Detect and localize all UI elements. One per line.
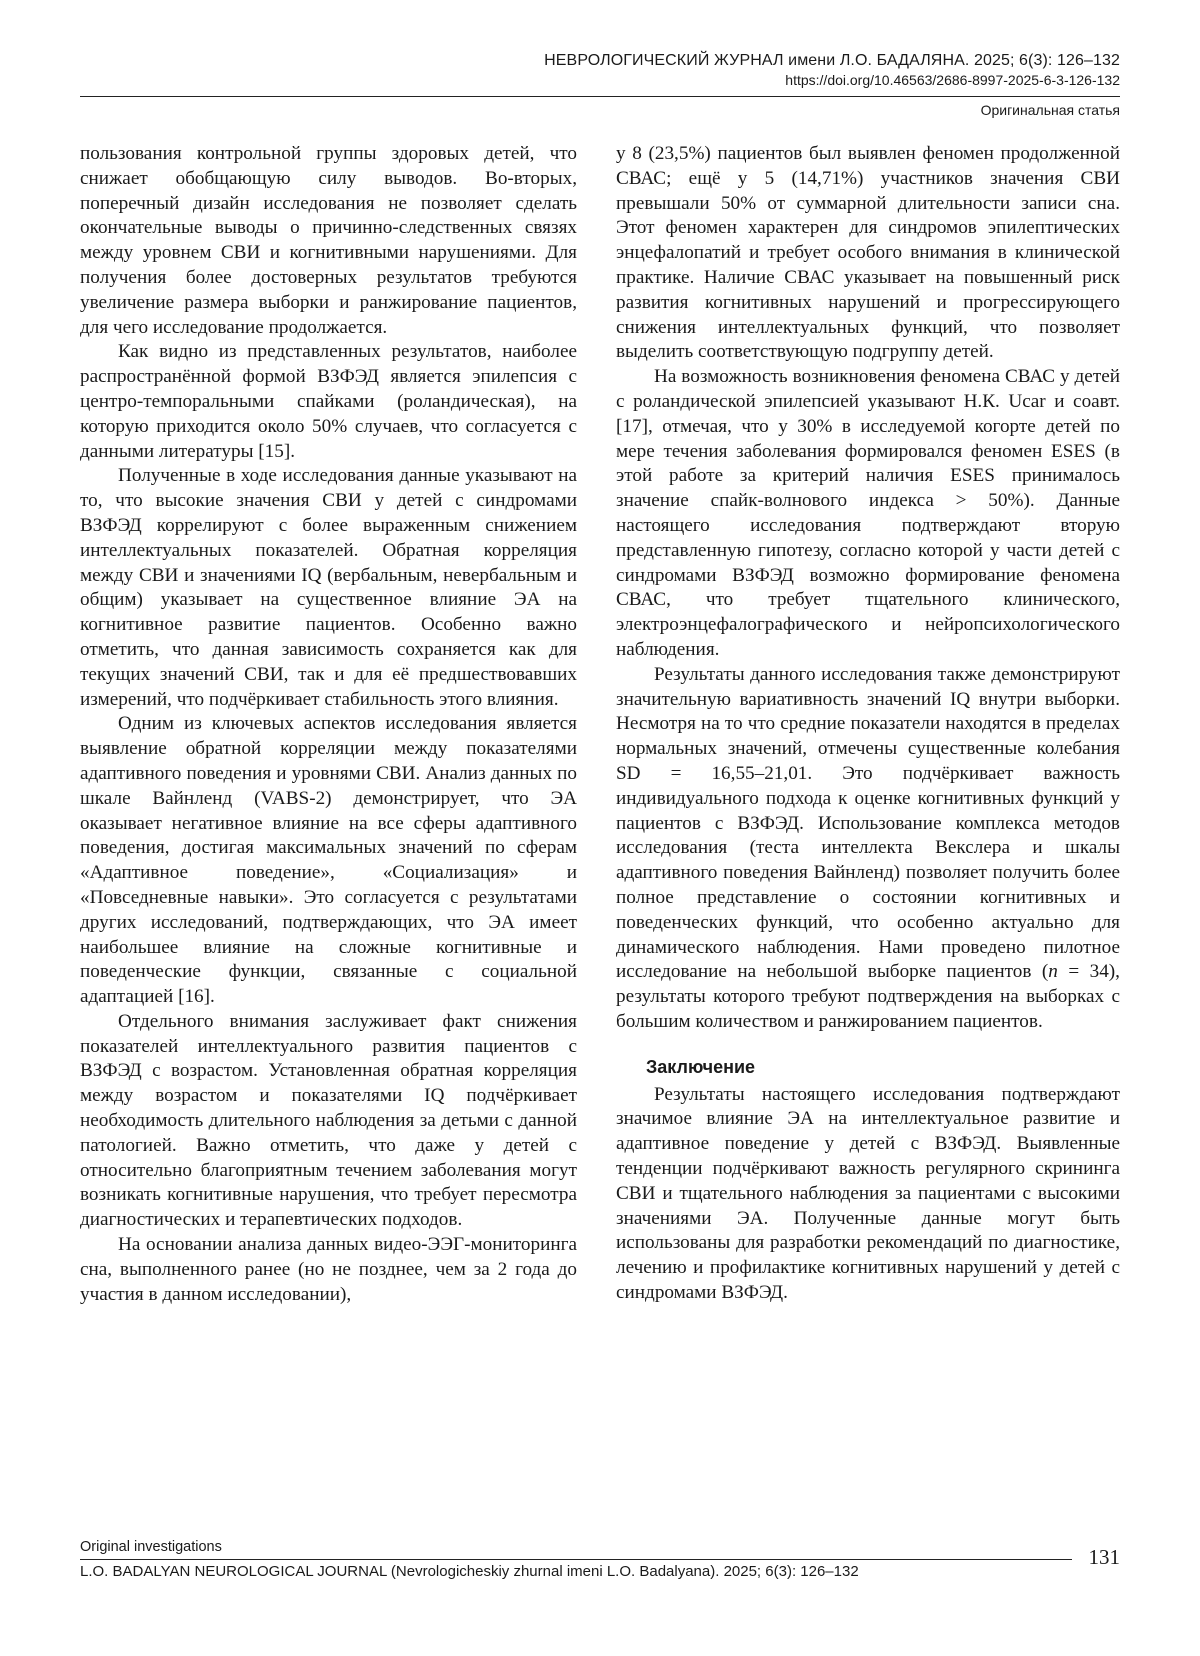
running-header (80, 50, 1120, 90)
paragraph: пользования контрольной группы здоровых детей, что снижает обобщающую силу выводов. Во-вторых, поперечный дизайн исследования не позволяет сделать окончательные выводы о причинно-следственных связях между уровнем СВИ и когнитивными нарушениями. Для получения более достоверных результатов требуются увеличение размера выборки и ранжирование пациентов, для чего исследование продолжается. (80, 143, 577, 338)
paragraph-text: Результаты данного исследования также демонстрируют значительную вариативность значений IQ внутри выборки. Несмотря на то что средние показатели находятся в пределах нормальных значений, отмечены существенные колебания SD = 16,55–21,01. Это подчёркивает важность индивидуального подхода к оценке когнитивных функций у пациентов с ВЗФЭД. Использование комплекса методов исследования (теста интеллекта Векслера и шкалы адаптивного поведения Вайнленд) позволяет получить более полное представление о состоянии когнитивных и поведенческих функций, что особенно актуально для динамического наблюдения. Нами проведено пилотное исследование на небольшой выборке пациентов ( (616, 663, 1120, 983)
paragraph: Результаты настоящего исследования подтверждают значимое влияние ЭА на интеллектуальное развитие и адаптивное поведение у детей с ВЗФЭД. Выявленные тенденции подчёркивают важность регулярного скрининга СВИ и тщательного наблюдения за пациентами с высокими значениями ЭА. Полученные данные могут быть использованы для разработки рекомендаций по диагностике, лечению и профилактике когнитивных нарушений у детей с синдромами ВЗФЭД. (616, 1083, 1120, 1304)
doi-link[interactable]: https://doi.org/10.46563/2686-8997-2025-6-3-126-132 (785, 72, 1120, 88)
paragraph: Полученные в ходе исследования данные указывают на то, что высокие значения СВИ у детей с синдромами ВЗФЭД коррелируют с более выраженным снижением интеллектуальных показателей. Обратная корреляция между СВИ и значениями IQ (вербальным, невербальным и общим) указывает на существенное влияние ЭА на когнитивное развитие пациентов. Особенно важно отметить, что данная зависимость сохраняется как для текущих значений СВИ, так и для её предшествовавших измерений, что подчёркивает стабильность этого влияния. (80, 465, 577, 710)
journal-title: НЕВРОЛОГИЧЕСКИЙ ЖУРНАЛ имени Л.О. БАДАЛЯНА. 2025; 6(3): 126–132 (544, 52, 1120, 69)
article-type-label: Оригинальная статья (980, 102, 1120, 118)
paragraph: На основании анализа данных видео-ЭЭГ-мониторинга сна, выполненного ранее (но не позднее, чем за 2 года до участия в данном исследовании), (80, 1234, 577, 1305)
paragraph: Одним из ключевых аспектов исследования является выявление обратной корреляции между показателями адаптивного поведения и уровнями СВИ. Анализ данных по шкале Вайнленд (VABS-2) демонстрирует, что ЭА оказывает негативное влияние на все сферы адаптивного поведения, достигая максимальных значений по сферам «Адаптивное поведение», «Социализация» и «Повседневные навыки». Это согласуется с результатами других исследований, подтверждающих, что ЭА имеет наибольшее влияние на сложные когнитивные и поведенческие функции, связанные с социальной адаптацией [16]. (80, 713, 577, 1008)
right-column (616, 142, 1120, 1306)
footer-citation: L.O. BADALYAN NEUROLOGICAL JOURNAL (Nevrologicheskiy zhurnal imeni L.O. Badalyana). 2025; 6(3): 126–132 (80, 1563, 859, 1580)
page-number: 131 (1088, 1545, 1120, 1569)
paragraph (616, 663, 1120, 1035)
footer-divider (80, 1559, 1072, 1560)
paragraph: На возможность возникновения феномена СВАС у детей с роландической эпилепсией указывают Н.К. Ucar и соавт. [17], отмечая, что у 30% в исследуемой когорте детей по мере течения заболевания формировался феномен ESES (в этой работе за критерий наличия ESES принималось значение спайк-волнового индекса > 50%). Данные настоящего исследования подтверждают вторую представленную гипотезу, согласно которой у части детей с синдромами ВЗФЭД возможно формирование феномена СВАС, что требует тщательного клинического, электроэнцефалографического и нейропсихологического наблюдения. (616, 366, 1120, 660)
left-column (80, 142, 577, 1307)
header-divider (80, 96, 1120, 97)
footer-article-type: Original investigations (80, 1539, 222, 1555)
section-heading-conclusion: Заключение (646, 1056, 756, 1077)
sample-size-symbol: n (1048, 961, 1058, 983)
paragraph: Отдельного внимания заслуживает факт снижения показателей интеллектуального развития пациентов с ВЗФЭД с возрастом. Установленная обратная корреляция между возрастом и показателями IQ подчёркивает необходимость длительного наблюдения за детьми с данной патологией. Важно отметить, что даже у детей с относительно благоприятным течением заболевания могут возникать когнитивные нарушения, что требует пересмотра диагностических и терапевтических подходов. (80, 1010, 577, 1231)
paragraph-text: = 34), результаты которого требуют подтверждения на выборках с большим количеством и ранжированием пациентов. (616, 961, 1120, 1032)
paragraph: у 8 (23,5%) пациентов был выявлен феномен продолженной СВАС; ещё у 5 (14,71%) участников значения СВИ превышали 50% от суммарной длительности записи сна. Этот феномен характерен для синдромов эпилептических энцефалопатий и требует особого внимания в клинической практике. Наличие СВАС указывает на повышенный риск развития когнитивных нарушений и прогрессирующего снижения интеллектуальных функций, что позволяет выделить соответствующую подгруппу детей. (616, 143, 1120, 363)
paragraph: Как видно из представленных результатов, наиболее распространённой формой ВЗФЭД является эпилепсия с центро-темпоральными спайками (роландическая), на которую приходится около 50% случаев, что согласуется с данными литературы [15]. (80, 341, 577, 462)
